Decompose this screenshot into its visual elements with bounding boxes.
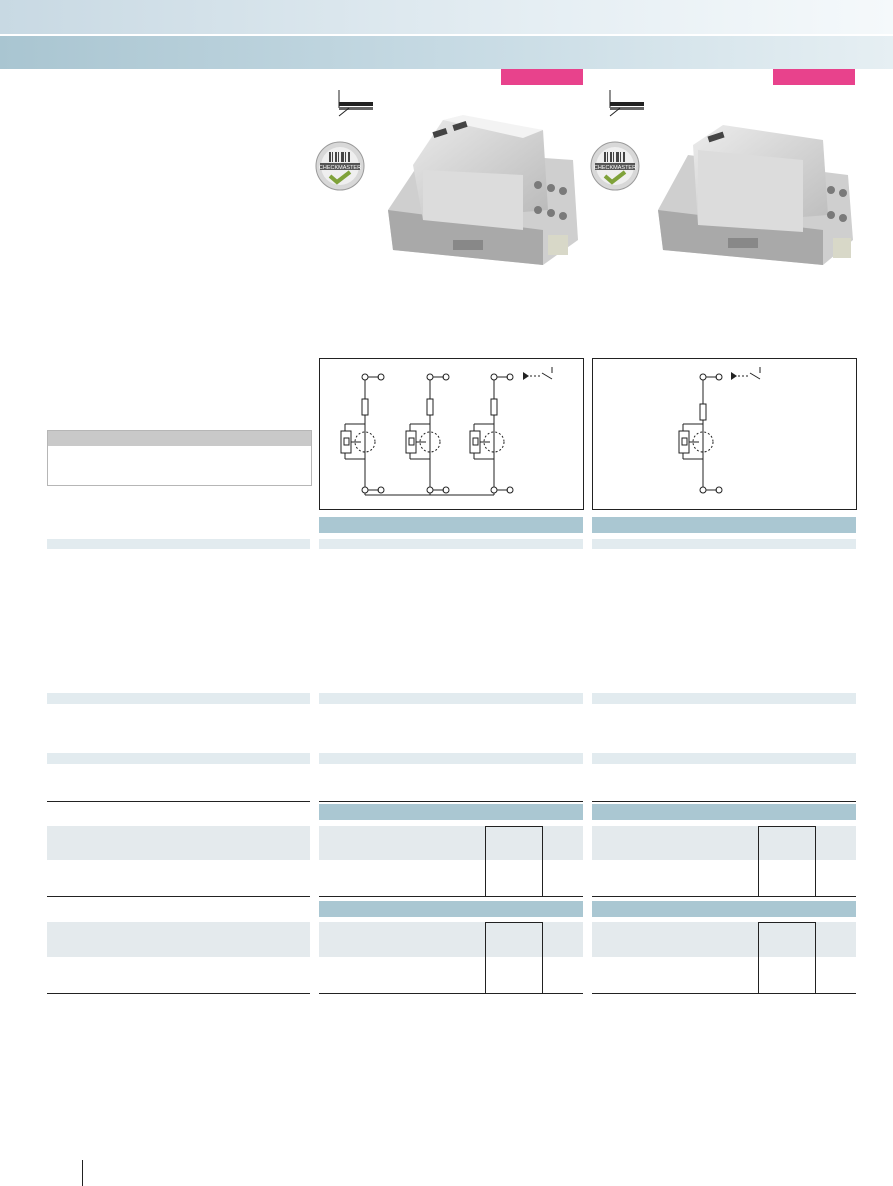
new-badge bbox=[773, 69, 855, 85]
table-row-band bbox=[319, 693, 583, 704]
surge-protector-three-module-photo bbox=[383, 90, 583, 270]
table-row-band bbox=[592, 753, 856, 764]
din-rail-icon bbox=[604, 88, 646, 124]
checkmaster-logo-icon bbox=[589, 140, 641, 192]
page-section-band bbox=[0, 36, 893, 69]
order-cell-box bbox=[485, 826, 543, 897]
label-row-band bbox=[47, 693, 310, 704]
checkmaster-text: CHECKMASTER bbox=[318, 165, 362, 171]
table-header-band bbox=[592, 901, 856, 917]
table-header-band bbox=[319, 804, 583, 820]
order-cell-box bbox=[485, 922, 543, 994]
table-header-band bbox=[592, 804, 856, 820]
three-channel-surge-protection-circuit bbox=[320, 359, 583, 509]
label-rule bbox=[47, 896, 310, 897]
table-row-band bbox=[319, 539, 583, 549]
label-row-band bbox=[47, 753, 310, 764]
table-header-band bbox=[319, 901, 583, 917]
page-header-band bbox=[0, 0, 893, 34]
table-rule bbox=[319, 896, 583, 897]
single-channel-surge-protection-circuit bbox=[593, 359, 856, 509]
checkmaster-logo-icon bbox=[314, 140, 366, 192]
table-header-band bbox=[319, 517, 583, 533]
table-row-band bbox=[592, 539, 856, 549]
order-cell-box bbox=[758, 826, 816, 897]
table-row-band bbox=[319, 753, 583, 764]
info-box-header bbox=[48, 431, 311, 446]
table-row bbox=[319, 826, 583, 860]
din-rail-icon bbox=[333, 88, 375, 124]
label-row bbox=[47, 826, 310, 860]
label-rule bbox=[47, 993, 310, 994]
table-rule bbox=[592, 993, 856, 994]
circuit-diagram-box bbox=[319, 358, 584, 510]
circuit-diagram-box bbox=[592, 358, 857, 510]
table-row bbox=[592, 922, 856, 957]
label-row-band bbox=[47, 539, 310, 549]
table-row bbox=[592, 826, 856, 860]
table-row-band bbox=[592, 693, 856, 704]
checkmaster-text: CHECKMASTER bbox=[593, 165, 637, 171]
table-rule bbox=[319, 801, 583, 802]
table-row bbox=[319, 922, 583, 957]
table-header-band bbox=[592, 517, 856, 533]
table-rule bbox=[592, 801, 856, 802]
surge-protector-single-module-photo bbox=[653, 100, 858, 270]
label-rule bbox=[47, 801, 310, 802]
info-box bbox=[47, 430, 312, 486]
new-badge bbox=[501, 69, 583, 85]
table-rule bbox=[592, 896, 856, 897]
table-rule bbox=[319, 993, 583, 994]
label-row bbox=[47, 922, 310, 957]
order-cell-box bbox=[758, 922, 816, 994]
page-margin-rule bbox=[82, 1160, 83, 1186]
